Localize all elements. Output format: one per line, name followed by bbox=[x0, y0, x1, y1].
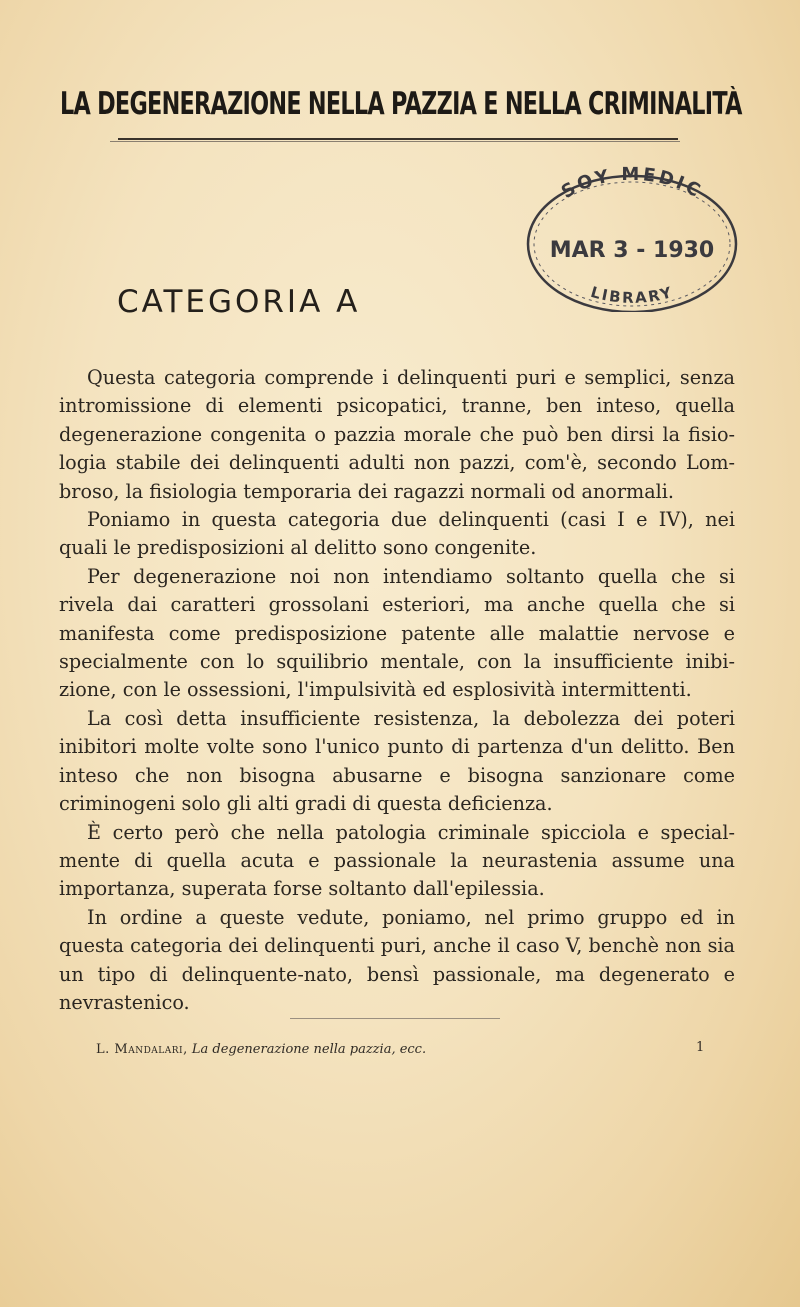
paragraph: È certo però che nella patologia criminale spicciola e special-mente di quella acuta e passionale la neurastenia assume una importanza, superata forse soltanto dall'epilessia. bbox=[59, 820, 735, 901]
footer-work-title: La degenerazione nella pazzia, ecc. bbox=[191, 1042, 427, 1057]
header-rule-thin bbox=[110, 141, 680, 142]
paragraph: La così detta insufficiente resistenza, la debolezza dei poteri inibitori molte volte sono l'unico punto di partenza d'un delitto. Ben inteso che non bisogna abusarne e bisogna sanzionare come criminogeni solo gli alti gradi di questa deficienza. bbox=[59, 706, 735, 816]
header-rule bbox=[118, 138, 678, 140]
library-stamp bbox=[516, 150, 748, 312]
stamp-date: MAR 3 - 1930 bbox=[549, 238, 715, 263]
body-text bbox=[59, 364, 735, 1017]
svg-text:SOY MEDIC bbox=[558, 164, 706, 203]
paragraph: Questa categoria comprende i delinquenti puri e semplici, senza intromissione di elementi psicopatici, tranne, ben inteso, quella degenerazione congenita o pazzia morale che può ben dirsi la fisio-logia stabile dei delinquenti adulti non pazzi, com'è, secondo Lom-broso, la fisiologia temporaria dei ragazzi normali od anormali. bbox=[59, 366, 735, 503]
section-title: CATEGORIA A bbox=[117, 284, 361, 320]
stamp-top-text: SOY MEDIC bbox=[557, 163, 707, 203]
running-head: LA DEGENERAZIONE NELLA PAZZIA E NELLA CRIMINALITÀ bbox=[60, 86, 742, 122]
paragraph: Poniamo in questa categoria due delinquenti (casi I e IV), nei quali le predisposizioni al delitto sono congenite. bbox=[59, 508, 735, 560]
signature-number: 1 bbox=[696, 1040, 705, 1055]
end-rule bbox=[290, 1018, 500, 1019]
paragraph: Per degenerazione noi non intendiamo soltanto quella che si rivela dai caratteri grossolani esteriori, ma anche quella che si manifesta come predisposizione patente alle malattie nervose e specialmente con lo squilibrio mentale, con la insufficiente inibi-zione, con le ossessioni, l'impulsività ed esplosività intermittenti. bbox=[59, 564, 735, 702]
paragraph: In ordine a queste vedute, poniamo, nel primo gruppo ed in questa categoria dei delinquenti puri, anche il caso V, benchè non sia un tipo di delinquente-nato, bensì passionale, ma degenerato e nevrastenico. bbox=[59, 905, 735, 1014]
svg-text:LIBRARY bbox=[589, 283, 676, 307]
page-footer bbox=[96, 1042, 426, 1057]
footer-author: L. Mandalari, bbox=[96, 1042, 188, 1057]
stamp-bottom-text: LIBRARY bbox=[588, 282, 676, 307]
stamp-graphic bbox=[516, 150, 748, 312]
